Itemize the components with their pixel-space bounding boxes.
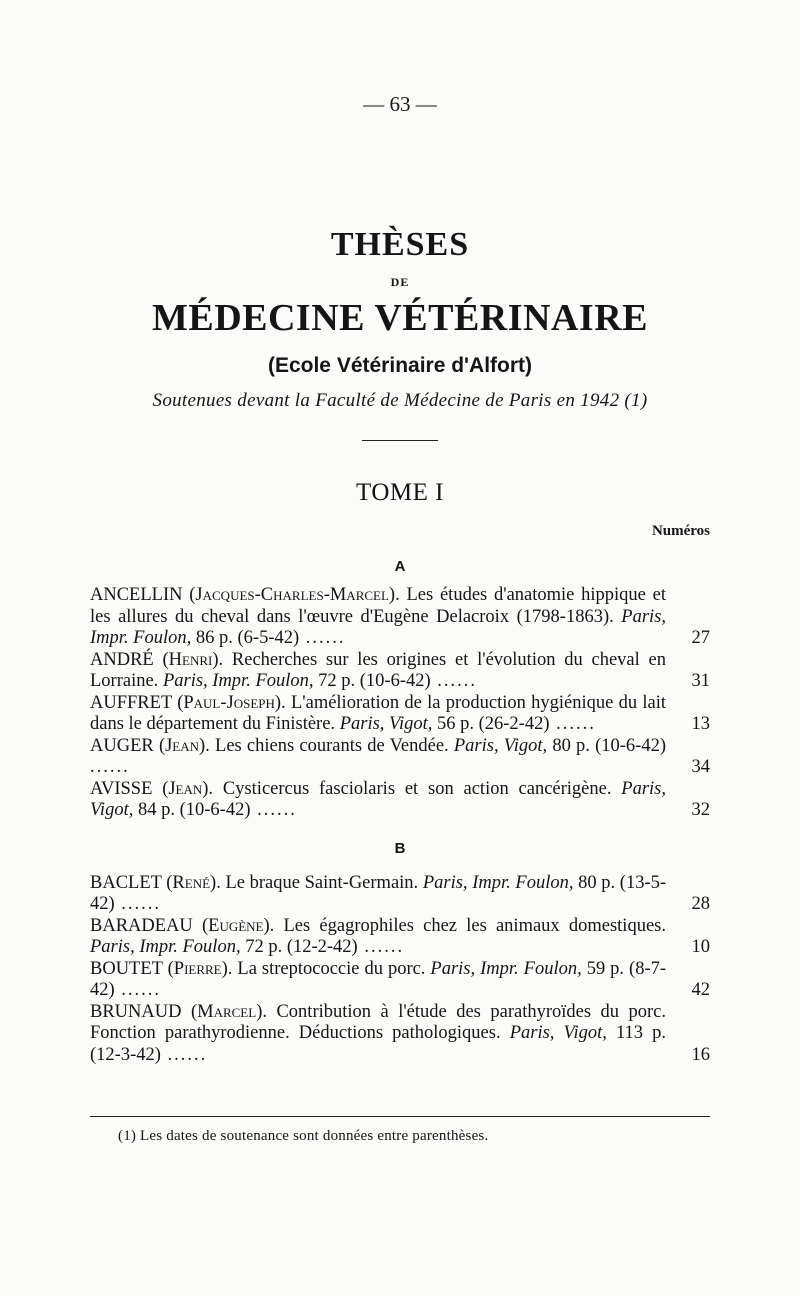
thesis-number: 27: [691, 628, 710, 648]
publication-details: 56 p. (26-2-42): [436, 714, 550, 734]
dot-leader: ......: [90, 757, 130, 777]
author-name: AUGER: [90, 735, 154, 756]
dot-leader: ......: [250, 800, 297, 820]
section-letter: A: [394, 558, 406, 575]
thesis-entry: [90, 873, 710, 916]
page-content: [90, 92, 710, 1066]
title-divider: [362, 440, 438, 441]
publication-details: 84 p. (10-6-42): [137, 800, 251, 820]
thesis-entry: [90, 650, 710, 693]
author-given-names: (Marcel).: [190, 1001, 267, 1022]
publication-details: 80 p. (13-5-42): [90, 872, 667, 914]
publication-details: 59 p. (8-7-42): [90, 958, 667, 1000]
author-name: BACLET: [90, 872, 162, 893]
thesis-title: Recherches sur les origines et l'évolution du cheval en Lorraine.: [90, 649, 666, 691]
publication-details: 113 p. (12-3-42): [90, 1023, 667, 1065]
section-letter: B: [394, 839, 406, 857]
publisher: Paris, Vigot,: [509, 1023, 607, 1043]
dot-leader: ......: [114, 980, 162, 1000]
thesis-title: La streptococcie du porc.: [237, 958, 426, 979]
thesis-number: 34: [691, 757, 710, 777]
author-name: BOUTET: [90, 958, 163, 979]
title-connector: DE: [390, 275, 410, 289]
thesis-entry: [90, 1002, 710, 1067]
volume-label: TOME I: [356, 479, 444, 506]
publisher: Paris, Impr. Foulon,: [422, 872, 574, 893]
thesis-entry: [90, 693, 710, 736]
publication-details: 80 p. (10-6-42): [552, 735, 666, 756]
publisher: Paris, Impr. Foulon,: [162, 671, 314, 691]
thesis-title: Contribution à l'étude des parathyroïdes du porc. Fonction parathyrodienne. Déductions pathologiques.: [90, 1001, 666, 1043]
thesis-entry: [90, 779, 710, 822]
thesis-entry: [90, 959, 710, 1002]
author-given-names: (Paul-Joseph).: [177, 692, 286, 713]
thesis-number: 32: [691, 800, 710, 820]
dot-leader: ......: [549, 714, 596, 734]
thesis-title: Cysticercus fasciolaris et son action cancérigène.: [222, 778, 612, 799]
publication-details: 72 p. (10-6-42): [318, 671, 431, 691]
publisher: Paris, Vigot,: [453, 735, 548, 756]
thesis-title: Les chiens courants de Vendée.: [215, 735, 449, 756]
publisher: Paris, Vigot,: [90, 778, 666, 820]
author-name: BARADEAU: [90, 915, 193, 936]
author-given-names: (Jean).: [158, 735, 210, 756]
author-name: ANCELLIN: [90, 585, 183, 605]
thesis-number: 13: [691, 714, 710, 734]
section-b: [90, 840, 710, 1067]
thesis-title: L'amélioration de la production hygiénique du lait dans le département du Finistère.: [90, 692, 667, 734]
author-name: BRUNAUD: [90, 1001, 182, 1022]
author-given-names: (Jean).: [162, 778, 214, 799]
author-name: AVISSE: [90, 778, 153, 799]
dot-leader: ......: [114, 894, 162, 914]
dot-leader: ......: [299, 628, 346, 648]
dot-leader: ......: [357, 937, 405, 957]
author-name: AUFFRET: [90, 692, 172, 713]
publication-details: 86 p. (6-5-42): [195, 628, 300, 648]
numbers-column-header: Numéros: [651, 523, 710, 539]
publisher: Paris, Impr. Foulon,: [430, 958, 582, 979]
dot-leader: ......: [160, 1044, 208, 1065]
thesis-number: 16: [691, 1044, 710, 1065]
main-subtitle: MÉDECINE VÉTÉRINAIRE: [151, 297, 648, 339]
thesis-number: 10: [691, 937, 710, 957]
thesis-entry: [90, 585, 710, 650]
dot-leader: ......: [430, 671, 478, 691]
publication-details: 72 p. (12-2-42): [245, 937, 358, 957]
author-given-names: (Eugène).: [201, 915, 275, 936]
footnote-divider: [90, 1116, 710, 1117]
thesis-title: Le braque Saint-Germain.: [225, 872, 419, 893]
author-name: ANDRÉ: [90, 649, 154, 670]
thesis-number: 28: [691, 894, 710, 914]
author-given-names: (Jacques-Charles-Marcel).: [189, 585, 400, 605]
thesis-title: Les égagrophiles chez les animaux domestiques.: [283, 915, 666, 936]
footnote: (1) Les dates de soutenance sont données entre parenthèses.: [118, 1128, 489, 1144]
author-given-names: (René).: [166, 872, 221, 893]
thesis-number: 42: [691, 980, 710, 1000]
thesis-number: 31: [691, 671, 710, 691]
author-given-names: (Henri).: [162, 649, 224, 670]
thesis-entry: [90, 736, 710, 779]
defense-note: Soutenues devant la Faculté de Médecine de Paris en 1942 (1): [152, 390, 648, 411]
publisher: Paris, Impr. Foulon,: [90, 937, 241, 957]
entry-list: [90, 873, 710, 1067]
section-a: [90, 558, 710, 822]
publisher: Paris, Impr. Foulon,: [90, 606, 666, 648]
page-number: — 63 —: [363, 92, 437, 116]
author-given-names: (Pierre).: [167, 958, 233, 979]
publisher: Paris, Vigot,: [339, 714, 433, 734]
thesis-entry: [90, 916, 710, 959]
main-title: THÈSES: [330, 226, 470, 263]
school-name: (Ecole Vétérinaire d'Alfort): [267, 354, 533, 377]
thesis-title: Les études d'anatomie hippique et les allures du cheval dans l'œuvre d'Eugène Delacroix (1798-1863).: [90, 585, 667, 627]
entry-list: [90, 585, 710, 822]
